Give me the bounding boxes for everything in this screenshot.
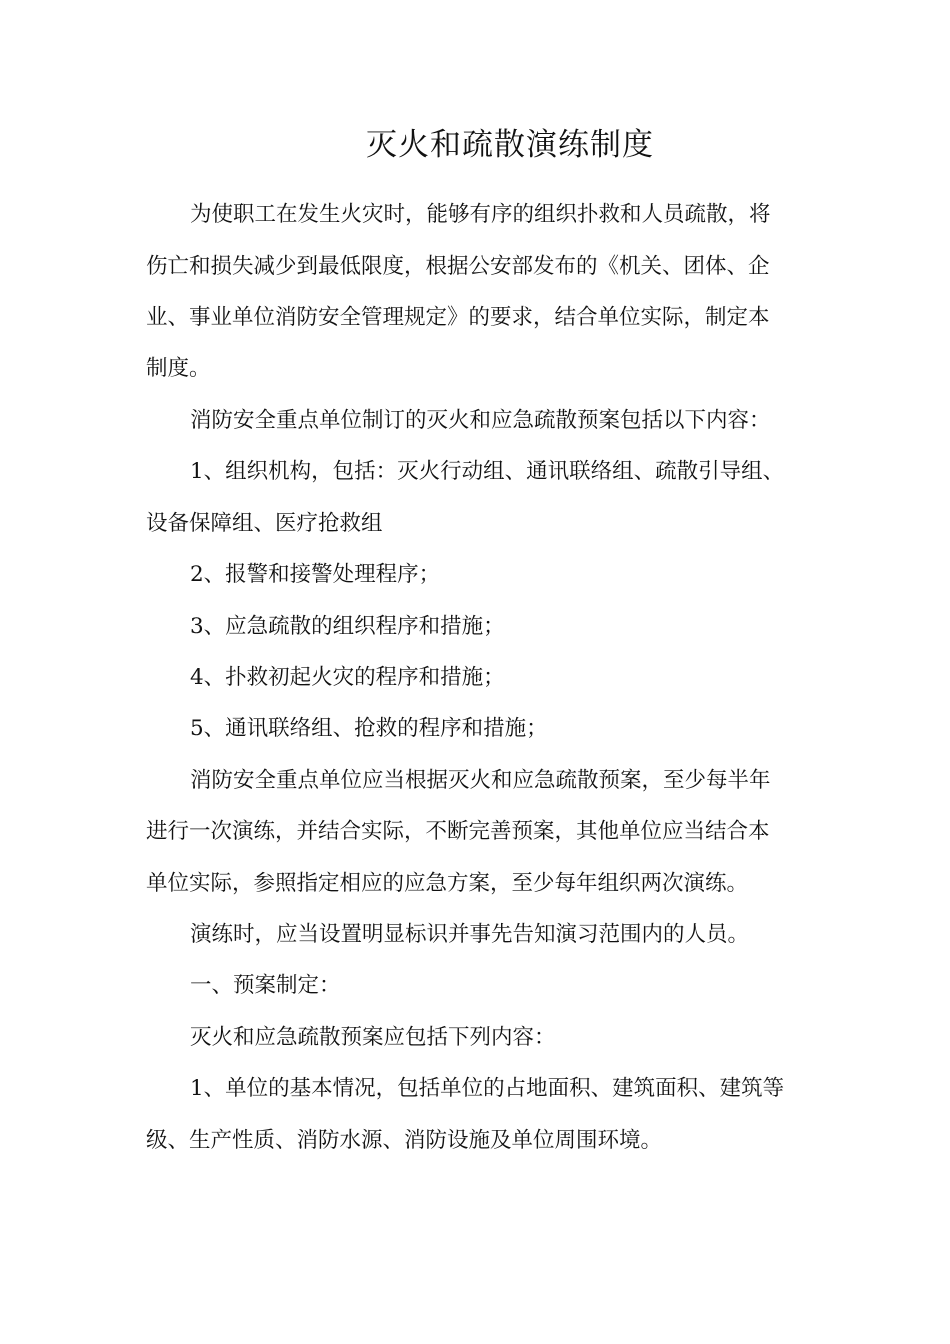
paragraph-line: 制度。 xyxy=(146,356,211,381)
list-item-line: 1、单位的基本情况，包括单位的占地面积、建筑面积、建筑等 xyxy=(190,1076,785,1101)
paragraph-line: 业、事业单位消防安全管理规定》的要求，结合单位实际，制定本 xyxy=(146,305,770,330)
paragraph-line: 单位实际，参照指定相应的应急方案，至少每年组织两次演练。 xyxy=(146,871,749,896)
list-item-line: 1、组织机构，包括：灭火行动组、通讯联络组、疏散引导组、 xyxy=(190,459,785,484)
list-item-line: 设备保障组、医疗抢救组 xyxy=(146,511,383,536)
list-item-line: 5、通讯联络组、抢救的程序和措施； xyxy=(190,716,548,741)
paragraph-line: 为使职工在发生火灾时，能够有序的组织扑救和人员疏散，将 xyxy=(190,202,771,227)
section-heading: 一、预案制定： xyxy=(190,973,341,998)
paragraph-line: 消防安全重点单位应当根据灭火和应急疏散预案，至少每半年 xyxy=(190,768,771,793)
list-item-line: 2、报警和接警处理程序； xyxy=(190,562,441,587)
paragraph-line: 消防安全重点单位制订的灭火和应急疏散预案包括以下内容： xyxy=(190,408,771,433)
document-title: 灭火和疏散演练制度 xyxy=(366,127,654,163)
paragraph-line: 灭火和应急疏散预案应包括下列内容： xyxy=(190,1025,556,1050)
paragraph-line: 伤亡和损失减少到最低限度，根据公安部发布的《机关、团体、企 xyxy=(146,254,770,279)
list-item-line: 级、生产性质、消防水源、消防设施及单位周围环境。 xyxy=(146,1128,663,1153)
paragraph-line: 演练时，应当设置明显标识并事先告知演习范围内的人员。 xyxy=(190,922,750,947)
list-item-line: 3、应急疏散的组织程序和措施； xyxy=(190,614,505,639)
paragraph-line: 进行一次演练，并结合实际，不断完善预案，其他单位应当结合本 xyxy=(146,819,770,844)
list-item-line: 4、扑救初起火灾的程序和措施； xyxy=(190,665,505,690)
